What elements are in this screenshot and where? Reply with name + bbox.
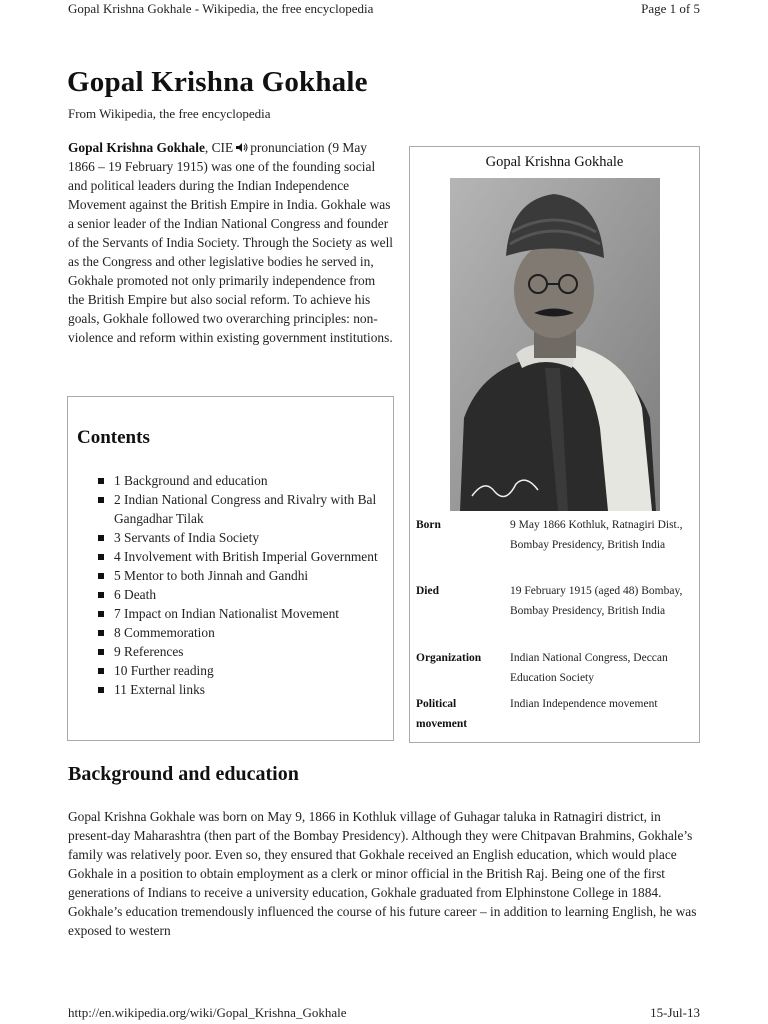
intro-paragraph bbox=[68, 138, 394, 347]
infobox-label-died: Died bbox=[416, 585, 439, 597]
section-heading-background: Background and education bbox=[68, 763, 299, 785]
intro-honorific: , CIE bbox=[204, 140, 234, 155]
contents-item[interactable] bbox=[78, 680, 388, 699]
infobox-label-born: Born bbox=[416, 519, 441, 531]
infobox-title: Gopal Krishna Gokhale bbox=[485, 154, 624, 170]
print-header-page-number: Page 1 of 5 bbox=[641, 1, 700, 16]
speaker-icon[interactable] bbox=[235, 142, 248, 153]
intro-subject-name: Gopal Krishna Gokhale bbox=[68, 140, 205, 155]
print-header-title: Gopal Krishna Gokhale - Wikipedia, the free encyclopedia bbox=[68, 1, 374, 16]
print-footer-url: http://en.wikipedia.org/wiki/Gopal_Krishna_Gokhale bbox=[68, 1005, 347, 1020]
section-body-background: Gopal Krishna Gokhale was born on May 9, 1866 in Kothluk village of Guhagar taluka in Ratnagiri district, in present-day Maharashtra (then part of the Bombay Presidency). Although they were Chitpavan Brahmins, Gokhale’s family was relatively poor. Even so, they ensured that Gokhale received an English education, which would place Gokhale in a position to obtain employment as a clerk or minor official in the British Raj. Being one of the first generations of Indians to receive a university education, Gokhale graduated from Elphinstone College in 1884. Gokhale’s education tremendously influenced the course of his future career – in addition to learning English, he was exposed to western bbox=[68, 809, 697, 938]
infobox-value-political-movement: Indian Independence movement bbox=[510, 698, 658, 710]
contents-item-label[interactable]: 3 Servants of India Society bbox=[114, 530, 260, 545]
article-subtitle: From Wikipedia, the free encyclopedia bbox=[68, 106, 271, 121]
contents-item[interactable] bbox=[78, 642, 388, 661]
contents-item[interactable] bbox=[78, 623, 388, 642]
pronunciation-link[interactable]: pronunciation bbox=[250, 140, 325, 155]
contents-item-label[interactable]: 2 Indian National Congress and Rivalry with Bal Gangadhar Tilak bbox=[114, 492, 377, 526]
bullet-icon bbox=[98, 630, 104, 636]
bullet-icon bbox=[98, 535, 104, 541]
contents-item-label[interactable]: 9 References bbox=[114, 644, 184, 659]
contents-item-label[interactable]: 4 Involvement with British Imperial Government bbox=[114, 549, 378, 564]
contents-item-label[interactable]: 1 Background and education bbox=[114, 473, 268, 488]
contents-item-label[interactable]: 8 Commemoration bbox=[114, 625, 215, 640]
contents-item[interactable] bbox=[78, 661, 388, 680]
print-footer-date: 15-Jul-13 bbox=[650, 1005, 700, 1020]
bullet-icon bbox=[98, 497, 104, 503]
contents-item[interactable] bbox=[78, 528, 388, 547]
bullet-icon bbox=[98, 649, 104, 655]
portrait-photo[interactable] bbox=[450, 178, 660, 511]
infobox-value-died: 19 February 1915 (aged 48) Bombay, Bombay Presidency, British India bbox=[510, 585, 683, 617]
contents-item[interactable] bbox=[78, 585, 388, 604]
bullet-icon bbox=[98, 554, 104, 560]
infobox-value-organization: Indian National Congress, Deccan Education Society bbox=[510, 652, 668, 684]
infobox-value-born: 9 May 1866 Kothluk, Ratnagiri Dist., Bombay Presidency, British India bbox=[510, 519, 683, 551]
infobox-label-organization: Organization bbox=[416, 652, 482, 664]
infobox bbox=[409, 146, 700, 743]
bullet-icon bbox=[98, 573, 104, 579]
contents-item-label[interactable]: 10 Further reading bbox=[114, 663, 214, 678]
print-header bbox=[68, 0, 700, 20]
contents-list bbox=[78, 471, 388, 699]
bullet-icon bbox=[98, 668, 104, 674]
bullet-icon bbox=[98, 687, 104, 693]
contents-item[interactable] bbox=[78, 471, 388, 490]
bullet-icon bbox=[98, 611, 104, 617]
bullet-icon bbox=[98, 478, 104, 484]
intro-text: (9 May 1866 – 19 February 1915) was one of the founding social and political leaders during the Indian Independence Movement against the British Empire in India. Gokhale was a senior leader of the Indian National Congress and founder of the Servants of India Society. Through the Society as well as the Congress and other legislative bodies he served in, Gokhale promoted not only primarily independence from the British Empire but also social reform. To achieve his goals, Gokhale followed two overarching principles: non-violence and reform within existing government institutions. bbox=[68, 140, 394, 345]
portrait-illustration bbox=[450, 178, 660, 511]
table-of-contents bbox=[67, 396, 394, 741]
contents-item[interactable] bbox=[78, 604, 388, 623]
contents-heading: Contents bbox=[77, 427, 150, 448]
contents-item[interactable] bbox=[78, 490, 388, 528]
contents-item-label[interactable]: 7 Impact on Indian Nationalist Movement bbox=[114, 606, 339, 621]
contents-item-label[interactable]: 6 Death bbox=[114, 587, 157, 602]
contents-item[interactable] bbox=[78, 566, 388, 585]
contents-item[interactable] bbox=[78, 547, 388, 566]
contents-item-label[interactable]: 5 Mentor to both Jinnah and Gandhi bbox=[114, 568, 309, 583]
infobox-label-political-movement: Political movement bbox=[416, 698, 468, 730]
bullet-icon bbox=[98, 592, 104, 598]
article-title: Gopal Krishna Gokhale bbox=[67, 66, 368, 98]
contents-item-label[interactable]: 11 External links bbox=[114, 682, 205, 697]
